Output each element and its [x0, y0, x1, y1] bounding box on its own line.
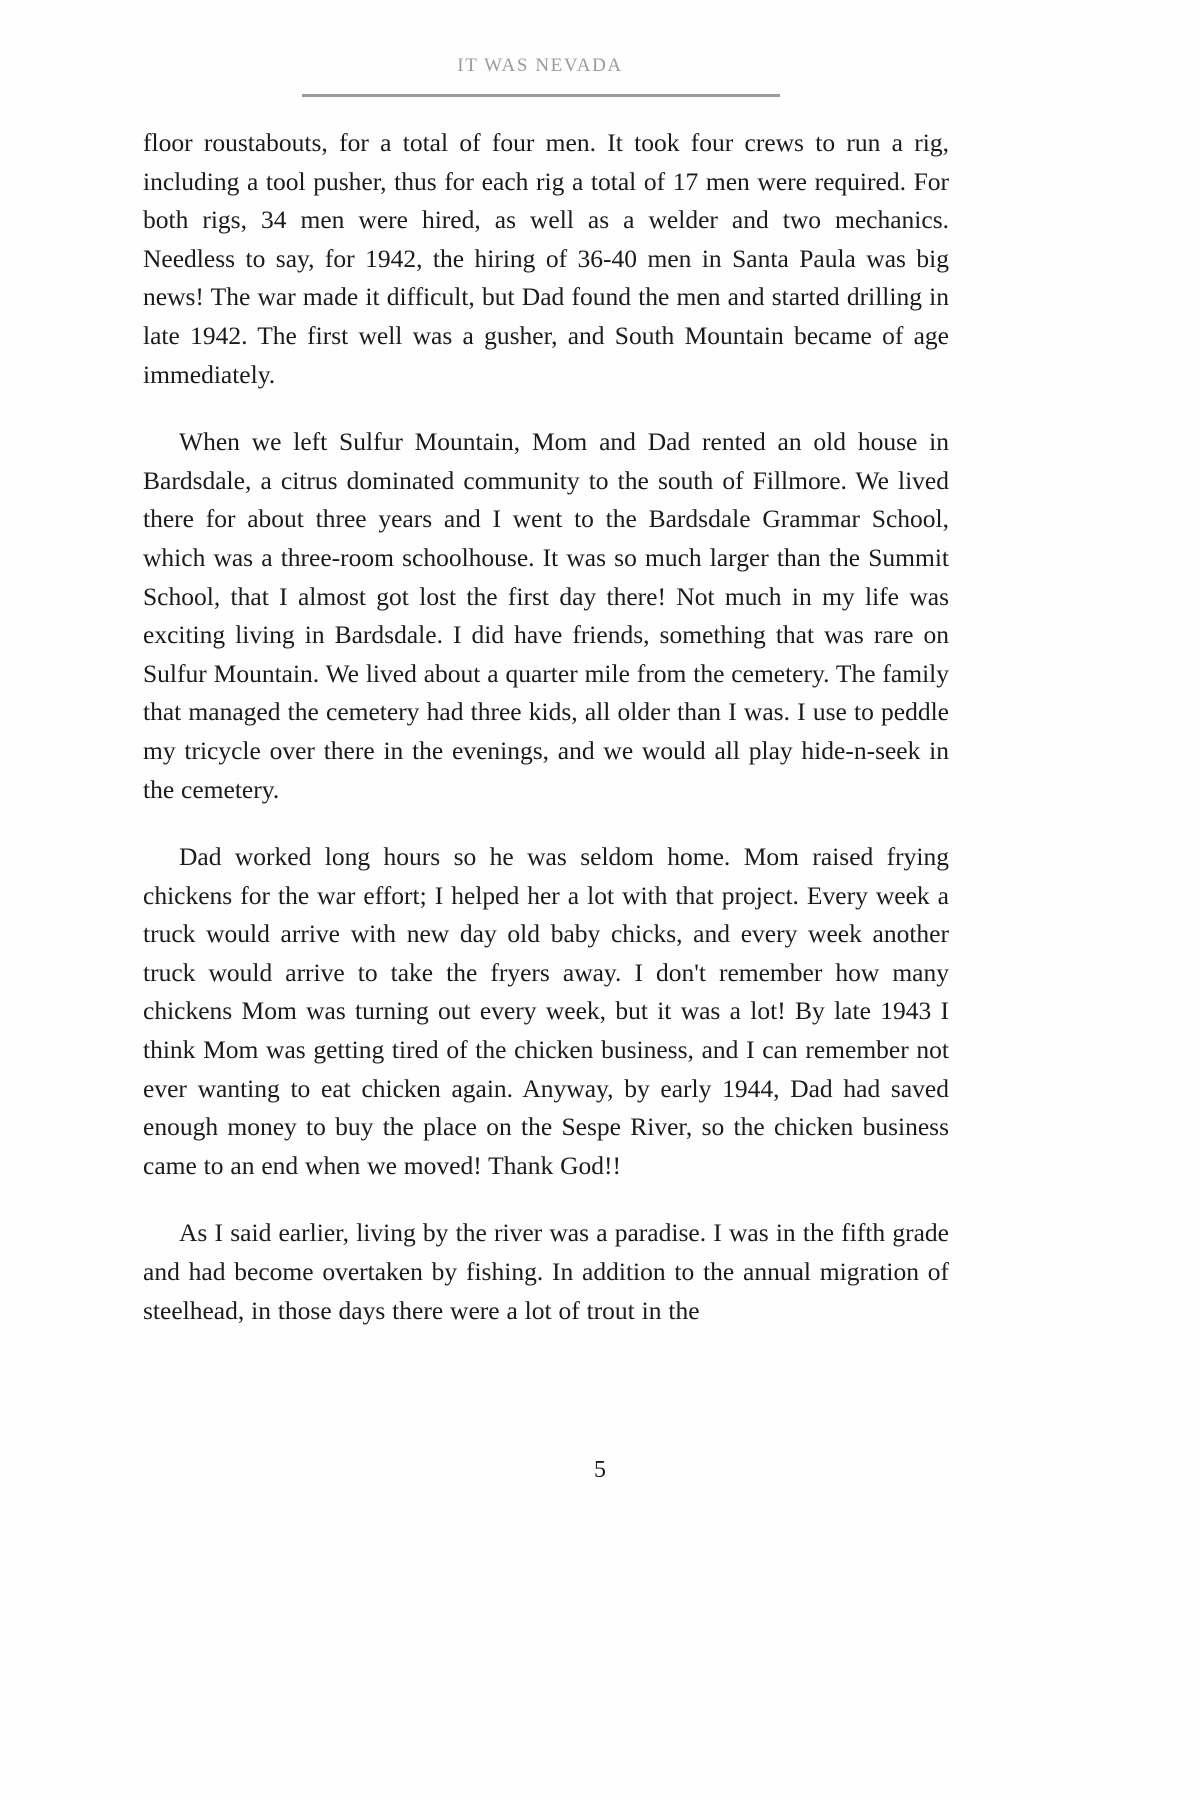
running-header-title: IT WAS NEVADA: [457, 55, 623, 76]
paragraph: As I said earlier, living by the river was a paradise. I was in the fifth grade and had become overtaken by fishing. In addition to the annual migration of steelhead, in those days there were a lot of trout in the: [143, 1218, 949, 1325]
paragraph: When we left Sulfur Mountain, Mom and Dad rented an old house in Bardsdale, a citrus dominated community to the south of Fillmore. We lived there for about three years and I went to the Bardsdale Grammar School, which was a three-room schoolhouse. It was so much larger than the Summit School, that I almost got lost the first day there! Not much in my life was exciting living in Bardsdale. I did have friends, something that was rare on Sulfur Mountain. We lived about a quarter mile from the cemetery. The family that managed the cemetery had three kids, all older than I was. I use to peddle my tricycle over there in the evenings, and we would all play hide-n-seek in the cemetery.: [143, 427, 949, 804]
running-header: [300, 56, 780, 75]
paragraph: floor roustabouts, for a total of four men. It took four crews to run a rig, including a tool pusher, thus for each rig a total of 17 men were required. For both rigs, 34 men were hired, as well as a welder and two mechanics. Needless to say, for 1942, the hiring of 36-40 men in Santa Paula was big news! The war made it difficult, but Dad found the men and started drilling in late 1942. The first well was a gusher, and South Mountain became of age immediately.: [143, 128, 949, 389]
paragraph: Dad worked long hours so he was seldom home. Mom raised frying chickens for the war effort; I helped her a lot with that project. Every week a truck would arrive with new day old baby chicks, and every week another truck would arrive to take the fryers away. I don't remember how many chickens Mom was turning out every week, but it was a lot! By late 1943 I think Mom was getting tired of the chicken business, and I can remember not ever wanting to eat chicken again. Anyway, by early 1944, Dad had saved enough money to buy the place on the Sespe River, so the chicken business came to an end when we moved! Thank God!!: [143, 842, 949, 1180]
page-number: 5: [594, 1457, 606, 1483]
body-text-block: [143, 124, 949, 1330]
header-divider-rule: [302, 94, 780, 97]
